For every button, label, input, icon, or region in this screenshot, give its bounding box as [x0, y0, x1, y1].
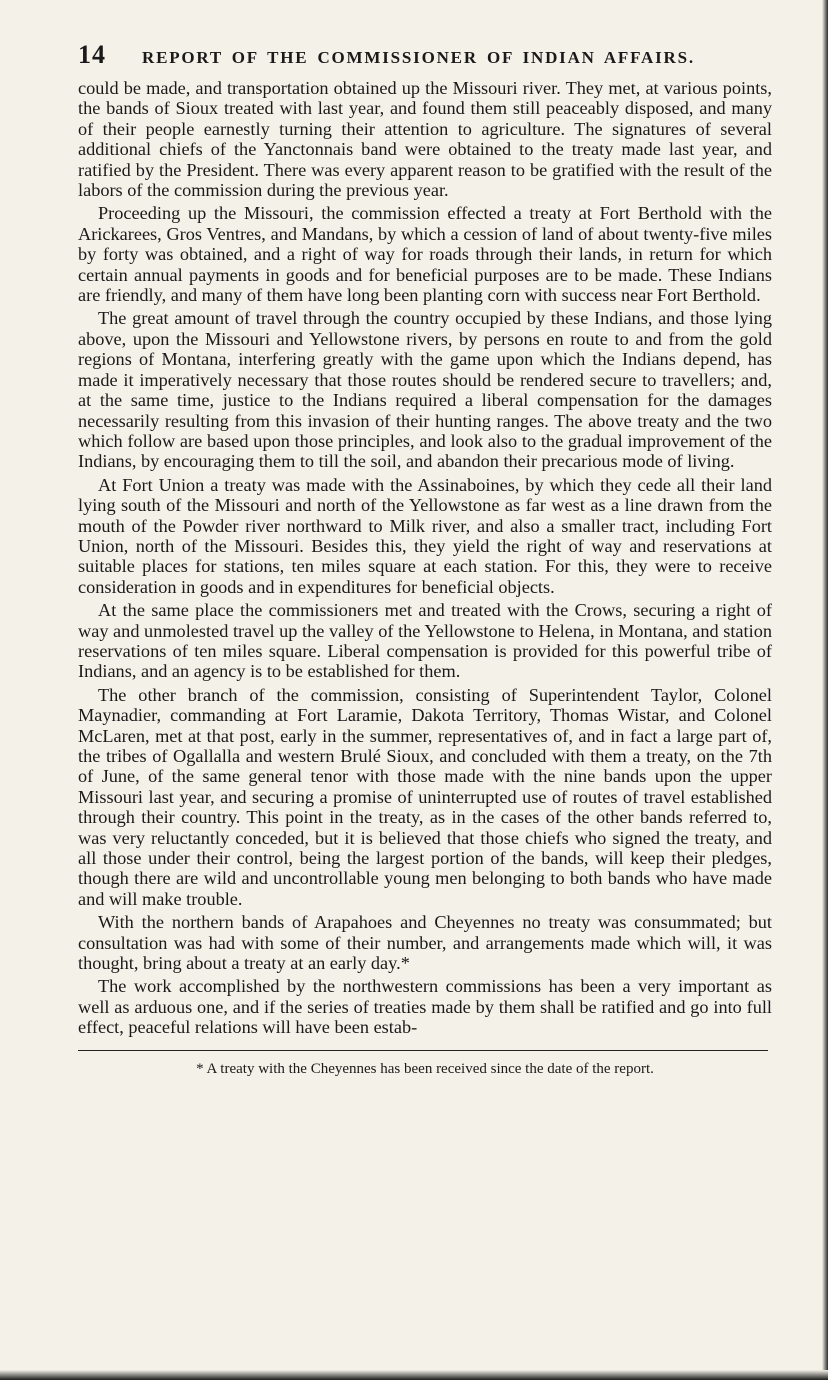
paragraph: With the northern bands of Arapahoes and Cheyennes no treaty was consummated; but consultation was had with some of their number, and arrangements made which will, it was thought, bring about a treaty at an early day.*	[78, 912, 772, 974]
page-edge-shadow	[822, 0, 828, 1380]
paragraph: At the same place the commissioners met and treated with the Crows, securing a right of way and unmolested travel up the valley of the Yellowstone to Helena, in Montana, and station reservations of ten miles square. Liberal compensation is provided for this powerful tribe of Indians, and an agency is to be established for them.	[78, 600, 772, 682]
paragraph: The other branch of the commission, consisting of Superintendent Taylor, Colonel Maynadier, commanding at Fort Laramie, Dakota Territory, Thomas Wistar, and Colonel McLaren, met at that post, early in the summer, representatives of, and in fact a large part of, the tribes of Ogallalla and western Brulé Sioux, and concluded with them a treaty, on the 7th of June, of the same general tenor with those made with the nine bands upon the upper Missouri last year, and securing a promise of uninterrupted use of routes of travel established through their country. This point in the treaty, as in the cases of the other bands referred to, was very reluctantly conceded, but it is believed that those chiefs who signed the treaty, and all those under their control, being the largest portion of the bands, will keep their pledges, though there are wild and uncontrollable young men belonging to both bands who have made and will make trouble.	[78, 684, 772, 909]
footnote: * A treaty with the Cheyennes has been received since the date of the report.	[196, 1060, 654, 1077]
paragraph: At Fort Union a treaty was made with the Assinaboines, by which they cede all their land lying south of the Missouri and north of the Yellowstone as far west as a line drawn from the mouth of the Powder river northward to Milk river, and also a smaller tract, including Fort Union, north of the Missouri. Besides this, they yield the right of way and reservations at suitable places for stations, ten miles square at each station. For this, they were to receive consideration in goods and in expenditures for beneficial objects.	[78, 474, 772, 597]
body-text	[78, 78, 772, 1038]
running-head: REPORT OF THE COMMISSIONER OF INDIAN AFFAIRS.	[142, 48, 695, 67]
page-header	[78, 40, 772, 70]
page-number: 14	[78, 40, 106, 69]
page-bottom-edge	[0, 1370, 828, 1380]
paragraph: The great amount of travel through the country occupied by these Indians, and those lying above, upon the Missouri and Yellowstone rivers, by persons en route to and from the gold regions of Montana, interfering greatly with the game upon which the Indians depend, has made it imperatively necessary that those routes should be rendered secure to travellers; and, at the same time, justice to the Indians required a liberal compensation for the damages necessarily resulting from this invasion of their hunting ranges. The above treaty and the two which follow are based upon those principles, and look also to the gradual improvement of the Indians, by encouraging them to till the soil, and abandon their precarious mode of living.	[78, 308, 772, 472]
footnote-rule	[78, 1050, 768, 1051]
paragraph: Proceeding up the Missouri, the commission effected a treaty at Fort Berthold with the Arickarees, Gros Ventres, and Mandans, by which a cession of land of about twenty-five miles by forty was obtained, and a right of way for roads through their lands, in return for which certain annual payments in goods and for beneficial purposes are to be made. These Indians are friendly, and many of them have long been planting corn with success near Fort Berthold.	[78, 203, 772, 306]
paragraph: The work accomplished by the northwestern commissions has been a very important as well as arduous one, and if the series of treaties made by them shall be ratified and go into full effect, peaceful relations will have been estab-	[78, 976, 772, 1038]
paragraph: could be made, and transportation obtained up the Missouri river. They met, at various points, the bands of Sioux treated with last year, and found them still peaceably disposed, and many of their people earnestly turning their attention to agriculture. The signatures of several additional chiefs of the Yanctonnais band were obtained to the treaty made last year, and ratified by the President. There was every apparent reason to be gratified with the result of the labors of the commission during the previous year.	[78, 78, 772, 201]
